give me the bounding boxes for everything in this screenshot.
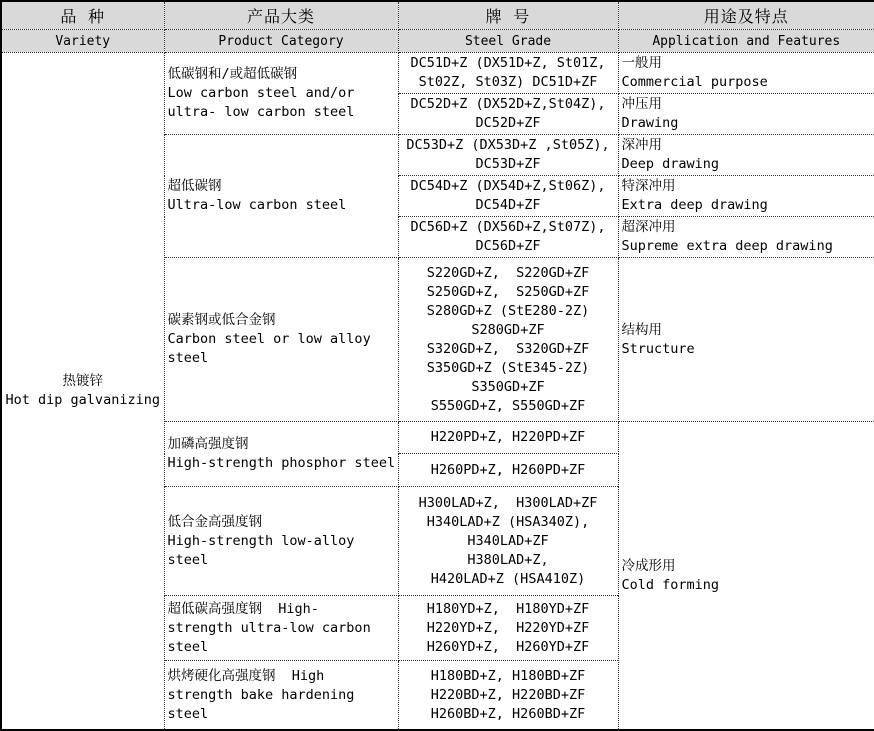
cell-text-line: S550GD+Z, S550GD+ZF [430, 397, 586, 414]
cell-text-line: H180BD+Z, H180BD+ZF [430, 667, 586, 684]
cell-text-line: steel [167, 638, 209, 655]
cell-text-line: H220PD+Z, H220PD+ZF [430, 429, 586, 445]
cell-text-line: S280GD+Z (StE280-2Z) [426, 302, 590, 319]
cell-text-line: 超深冲用 [621, 219, 676, 235]
cell-text-line: 超低碳高强度钢 High- [167, 600, 319, 617]
cell-text-line: S220GD+Z, S220GD+ZF [426, 264, 590, 281]
table-body [1, 53, 874, 731]
cell-text-line: H420LAD+Z (HSA410Z) [430, 570, 586, 587]
cell-text-line: Carbon steel or low alloy [167, 331, 371, 347]
cell-text-line: S350GD+Z (StE345-2Z) [426, 359, 590, 376]
header-variety-cn: 品 种 [1, 1, 164, 30]
grade-cell-h260pd [398, 454, 618, 487]
cell-text-line: Extra deep drawing [621, 197, 768, 213]
cell-text-line: 冲压用 [621, 96, 662, 112]
category-cell-low-alloy-high-strength [164, 487, 398, 596]
grade-cell-s-grades [398, 258, 618, 422]
category-cell-carbon-low-alloy [164, 258, 398, 422]
header-variety-en: Variety [1, 30, 164, 53]
cell-text-line: H300LAD+Z, H300LAD+ZF [418, 494, 598, 511]
cell-text-line: H180YD+Z, H180YD+ZF [426, 600, 590, 617]
cell-text-line: steel [167, 350, 209, 366]
cell-text-line: S280GD+ZF [471, 321, 545, 338]
cell-text-line: Deep drawing [621, 156, 720, 172]
cell-text-line: H260BD+Z, H260BD+ZF [430, 705, 586, 722]
cell-text-line: 低碳钢和/或超低碳钢 [167, 66, 298, 82]
cell-text-line: S320GD+Z, S320GD+ZF [426, 340, 590, 357]
cell-text-line: H340LAD+ZF [467, 532, 549, 549]
cell-text-line: Commercial purpose [621, 74, 768, 90]
header-grade-en: Steel Grade [398, 30, 618, 53]
grade-cell-dc56d [398, 217, 618, 258]
cell-text-line: H220YD+Z, H220YD+ZF [426, 619, 590, 636]
cell-text-line: Low carbon steel and/or [167, 85, 355, 101]
header-category-cn: 产品大类 [164, 1, 398, 30]
cell-text-line: 冷成形用 [621, 557, 676, 574]
cell-text-line: DC53D+ZF [475, 156, 541, 172]
cell-text-line: Structure [621, 340, 695, 357]
application-cell-structure [618, 258, 874, 422]
cell-text-line: High-strength phosphor steel [167, 455, 396, 471]
header-grade-cn: 牌 号 [398, 1, 618, 30]
application-cell-supreme-deep-drawing [618, 217, 874, 258]
header-row-cn [1, 1, 874, 30]
application-cell-cold-forming [618, 422, 874, 731]
grade-cell-h220pd [398, 422, 618, 454]
table-row [1, 53, 874, 94]
cell-text-line: 烘烤硬化高强度钢 High [167, 667, 325, 684]
grade-cell-dc51d [398, 53, 618, 94]
variety-cell-hot-dip-galvanizing [1, 53, 164, 731]
cell-text-line: S250GD+Z, S250GD+ZF [426, 283, 590, 300]
grade-cell-dc52d [398, 94, 618, 135]
category-cell-ultra-low-carbon-high-strength [164, 596, 398, 661]
category-cell-ultra-low-carbon [164, 135, 398, 258]
cell-text-line: Supreme extra deep drawing [621, 238, 833, 254]
grade-cell-lad-grades [398, 487, 618, 596]
cell-text-line: Drawing [621, 115, 679, 131]
cell-text-line: DC56D+Z (DX56D+Z,St07Z), [410, 219, 606, 235]
header-application-en: Application and Features [618, 30, 874, 53]
cell-text-line: St02Z, St03Z) DC51D+ZF [418, 74, 598, 90]
cell-text-line: 碳素钢或低合金钢 [167, 312, 276, 328]
cell-text-line: 热镀锌 [62, 373, 103, 389]
cell-text-line: 结构用 [621, 321, 662, 338]
cell-text-line: Cold forming [621, 576, 720, 593]
grade-cell-bd-grades [398, 661, 618, 731]
cell-text-line: H380LAD+Z, [467, 551, 549, 568]
cell-text-line: steel [167, 551, 209, 568]
grade-cell-dc54d [398, 176, 618, 217]
grade-cell-yd-grades [398, 596, 618, 661]
application-cell-deep-drawing [618, 135, 874, 176]
category-cell-bake-hardening [164, 661, 398, 731]
cell-text-line: strength bake hardening [167, 686, 355, 703]
cell-text-line: DC56D+ZF [475, 238, 541, 254]
cell-text-line: H260YD+Z, H260YD+ZF [426, 638, 590, 655]
cell-text-line: 深冲用 [621, 137, 662, 153]
grade-cell-dc53d [398, 135, 618, 176]
cell-text-line: 低合金高强度钢 [167, 513, 262, 530]
cell-text-line: H220BD+Z, H220BD+ZF [430, 686, 586, 703]
header-row-en [1, 30, 874, 53]
application-cell-drawing [618, 94, 874, 135]
cell-text-line: DC51D+Z (DX51D+Z, St01Z, [410, 55, 606, 71]
application-cell-extra-deep-drawing [618, 176, 874, 217]
cell-text-line: DC54D+Z (DX54D+Z,St06Z), [410, 178, 606, 194]
application-cell-commercial [618, 53, 874, 94]
category-cell-phosphor [164, 422, 398, 487]
cell-text-line: Hot dip galvanizing [5, 392, 160, 408]
cell-text-line: 特深冲用 [621, 178, 676, 194]
cell-text-line: S350GD+ZF [471, 378, 545, 395]
cell-text-line: DC52D+Z (DX52D+Z,St04Z), [410, 96, 606, 112]
cell-text-line: High-strength low-alloy [167, 532, 355, 549]
cell-text-line: DC54D+ZF [475, 197, 541, 213]
cell-text-line: 加磷高强度钢 [167, 436, 249, 452]
cell-text-line: steel [167, 705, 209, 722]
cell-text-line: DC52D+ZF [475, 115, 541, 131]
header-application-cn: 用途及特点 [618, 1, 874, 30]
cell-text-line: strength ultra-low carbon [167, 619, 371, 636]
cell-text-line: H340LAD+Z (HSA340Z), [426, 513, 590, 530]
cell-text-line: H260PD+Z, H260PD+ZF [430, 461, 586, 478]
category-cell-low-carbon [164, 53, 398, 135]
cell-text-line: 一般用 [621, 55, 662, 71]
cell-text-line: 超低碳钢 [167, 178, 222, 194]
header-category-en: Product Category [164, 30, 398, 53]
cell-text-line: Ultra-low carbon steel [167, 197, 347, 213]
cell-text-line: ultra- low carbon steel [167, 104, 355, 120]
table-header [1, 1, 874, 53]
cell-text-line: DC53D+Z (DX53D+Z ,St05Z), [406, 137, 610, 153]
